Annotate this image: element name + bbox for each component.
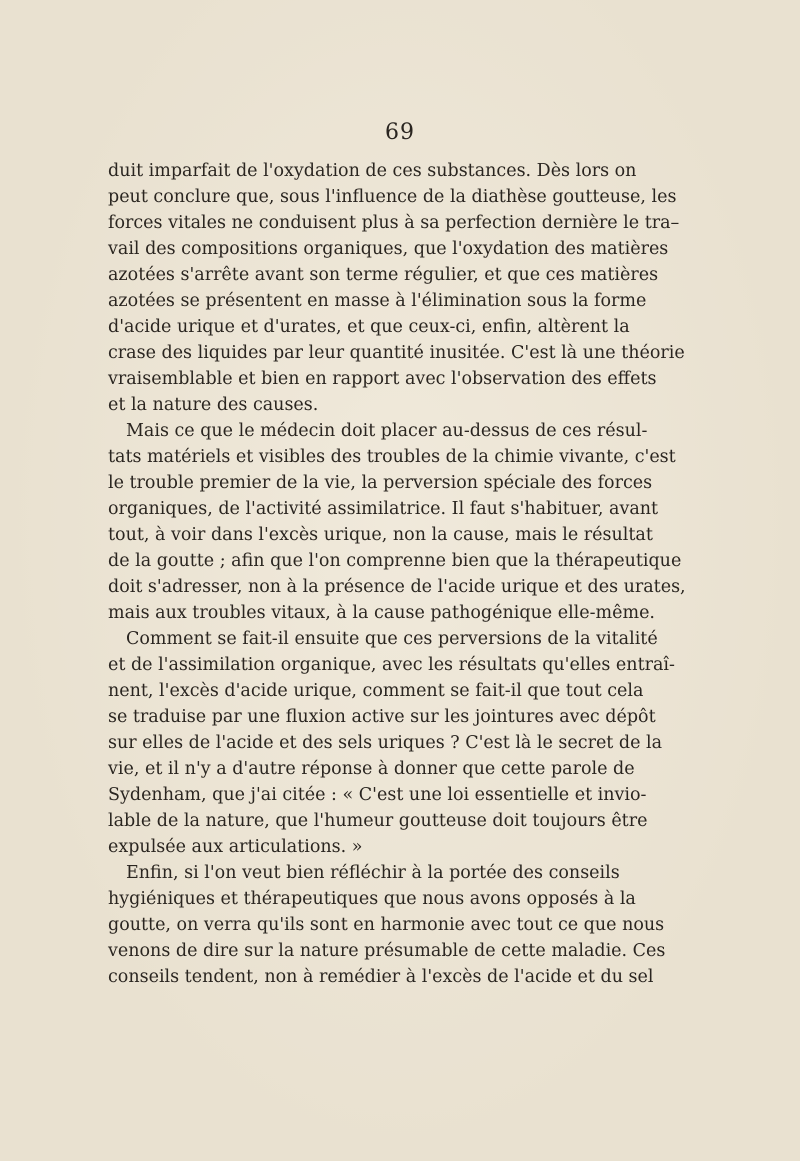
text-line: et de l'assimilation organique, avec les résultats qu'elles entraî- — [108, 655, 675, 675]
text-line: peut conclure que, sous l'influence de la diathèse goutteuse, les — [108, 187, 677, 207]
text-line: mais aux troubles vitaux, à la cause pathogénique elle-même. — [108, 603, 655, 623]
text-line: vail des compositions organiques, que l'oxydation des matières — [108, 239, 669, 259]
page-number: 69 — [385, 120, 415, 145]
text-line: doit s'adresser, non à la présence de l'acide urique et des urates, — [108, 577, 686, 597]
text-line: de la goutte ; afin que l'on comprenne bien que la thérapeutique — [108, 551, 682, 571]
text-line: forces vitales ne conduisent plus à sa perfection dernière le tra– — [108, 213, 680, 233]
body-text — [108, 158, 686, 990]
text-line: azotées s'arrête avant son terme régulier, et que ces matières — [108, 265, 659, 285]
text-line: lable de la nature, que l'humeur goutteuse doit toujours être — [108, 811, 648, 831]
text-line: goutte, on verra qu'ils sont en harmonie avec tout ce que nous — [108, 915, 665, 935]
text-line: se traduise par une fluxion active sur les jointures avec dépôt — [108, 707, 656, 727]
text-line: le trouble premier de la vie, la perversion spéciale des forces — [108, 473, 653, 493]
text-line: duit imparfait de l'oxydation de ces substances. Dès lors on — [108, 161, 637, 181]
text-line: tout, à voir dans l'excès urique, non la cause, mais le résultat — [108, 525, 653, 545]
text-line: sur elles de l'acide et des sels uriques ? C'est là le secret de la — [108, 733, 663, 753]
text-line: vraisemblable et bien en rapport avec l'observation des effets — [108, 369, 657, 389]
text-line: nent, l'excès d'acide urique, comment se fait-il que tout cela — [108, 681, 644, 701]
text-line: d'acide urique et d'urates, et que ceux-ci, enfin, altèrent la — [108, 317, 630, 337]
text-line: Mais ce que le médecin doit placer au-dessus de ces résul- — [126, 421, 648, 441]
text-line: hygiéniques et thérapeutiques que nous avons opposés à la — [108, 889, 636, 909]
text-line: Sydenham, que j'ai citée : « C'est une loi essentielle et invio- — [108, 785, 647, 805]
text-line: vie, et il n'y a d'autre réponse à donner que cette parole de — [108, 759, 635, 779]
text-line: azotées se présentent en masse à l'élimination sous la forme — [108, 291, 647, 311]
text-line: organiques, de l'activité assimilatrice. Il faut s'habituer, avant — [108, 499, 659, 519]
text-line: expulsée aux articulations. » — [108, 837, 363, 857]
text-line: Enfin, si l'on veut bien réfléchir à la portée des conseils — [126, 863, 620, 883]
text-line: et la nature des causes. — [108, 395, 319, 415]
text-line: crase des liquides par leur quantité inusitée. C'est là une théorie — [108, 343, 685, 363]
text-line: conseils tendent, non à remédier à l'excès de l'acide et du sel — [108, 967, 654, 987]
text-line: venons de dire sur la nature présumable de cette maladie. Ces — [108, 941, 666, 961]
text-line: Comment se fait-il ensuite que ces perversions de la vitalité — [126, 629, 658, 649]
text-line: tats matériels et visibles des troubles de la chimie vivante, c'est — [108, 447, 676, 467]
